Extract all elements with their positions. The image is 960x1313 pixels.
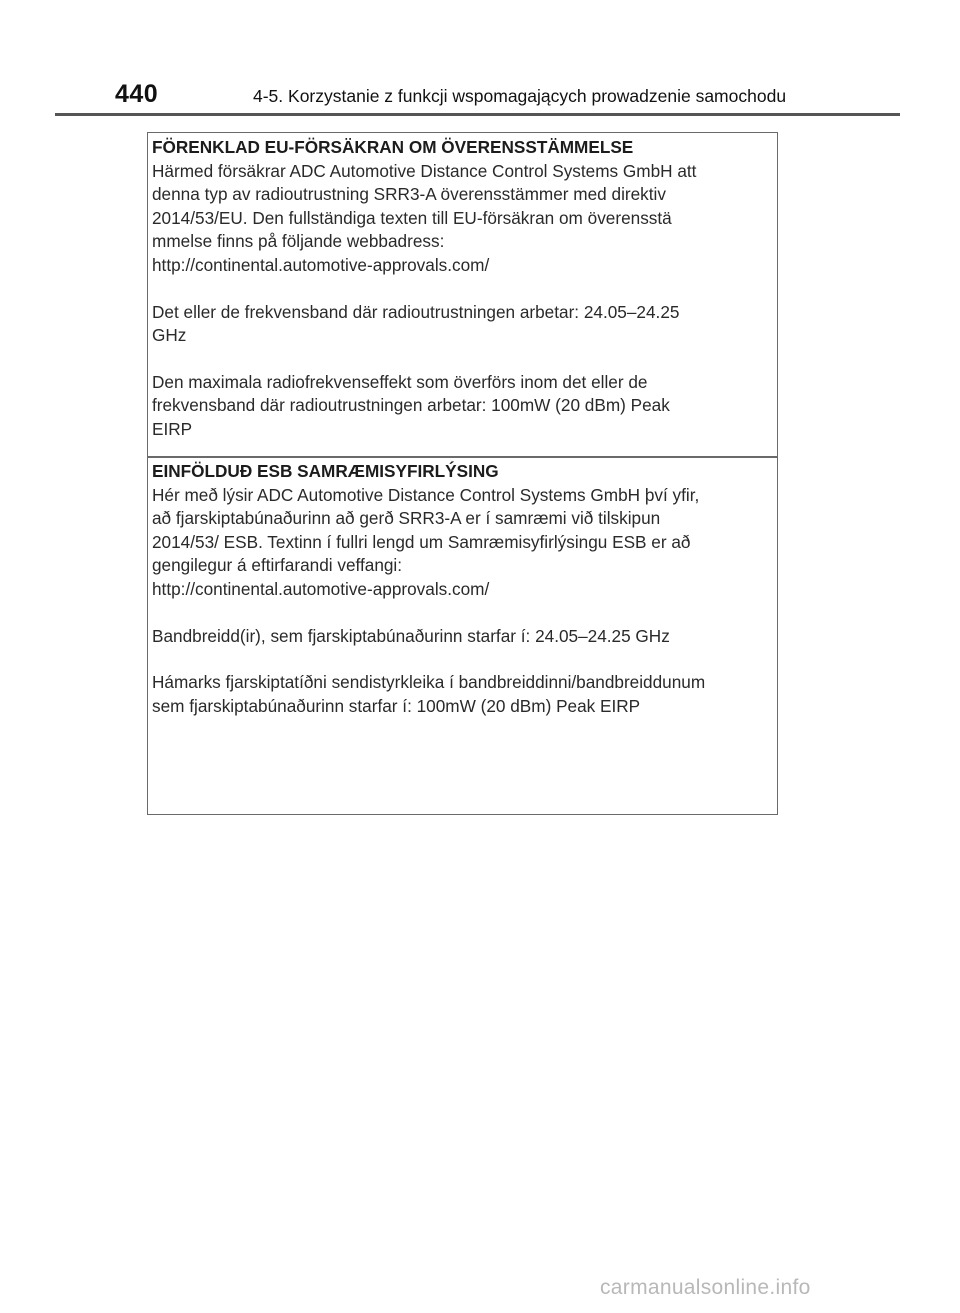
declaration-paragraph-swedish-2: Det eller de frekvensband där radioutrustningen arbetar: 24.05–24.25 GHz [152, 301, 680, 346]
paragraph-spacer [152, 602, 773, 625]
declaration-box-icelandic [147, 456, 778, 815]
declaration-box-swedish [147, 132, 778, 458]
page-header [55, 78, 900, 116]
paragraph-spacer [152, 278, 773, 301]
declaration-paragraph-icelandic-1: Hér með lýsir ADC Automotive Distance Control Systems GmbH því yfir, að fjarskiptabúnaðurinn að gerð SRR3-A er í samræmi við tilskipun 2014/53/ ESB. Textinn í fullri lengd um Samræmisyfirlýsingu ESB er að gengilegur á eftirfarandi veffangi: http://continental.automotive-approvals.com/ [152, 484, 700, 599]
watermark-text: carmanualsonline.info [600, 1276, 811, 1299]
paragraph-spacer [152, 348, 773, 371]
declaration-paragraph-swedish-1: Härmed försäkrar ADC Automotive Distance Control Systems GmbH att denna typ av radioutrustning SRR3-A överensstämmer med direktiv 2014/53/EU. Den fullständiga texten till EU-försäkran om överensstä mmelse finns på följande webbadress: http://continental.automotive-approvals.com/ [152, 160, 697, 275]
paragraph-spacer [152, 648, 773, 671]
declaration-title-icelandic: EINFÖLDUÐ ESB SAMRÆMISYFIRLÝSING [152, 461, 499, 481]
section-title: 4-5. Korzystanie z funkcji wspomagających prowadzenie samochodu [253, 86, 787, 106]
declaration-paragraph-icelandic-3: Hámarks fjarskiptatíðni sendistyrkleika í bandbreiddinni/bandbreiddunum sem fjarskiptabúnaðurinn starfar í: 100mW (20 dBm) Peak EIRP [152, 672, 706, 716]
page-number: 440 [115, 80, 159, 108]
declaration-paragraph-swedish-3: Den maximala radiofrekvenseffekt som överförs inom det eller de frekvensband där radioutrustningen arbetar: 100mW (20 dBm) Peak EIRP [152, 371, 670, 439]
declaration-paragraph-icelandic-2: Bandbreidd(ir), sem fjarskiptabúnaðurinn starfar í: 24.05–24.25 GHz [152, 625, 670, 646]
declaration-title-swedish: FÖRENKLAD EU-FÖRSÄKRAN OM ÖVERENSSTÄMMELSE [152, 137, 634, 157]
